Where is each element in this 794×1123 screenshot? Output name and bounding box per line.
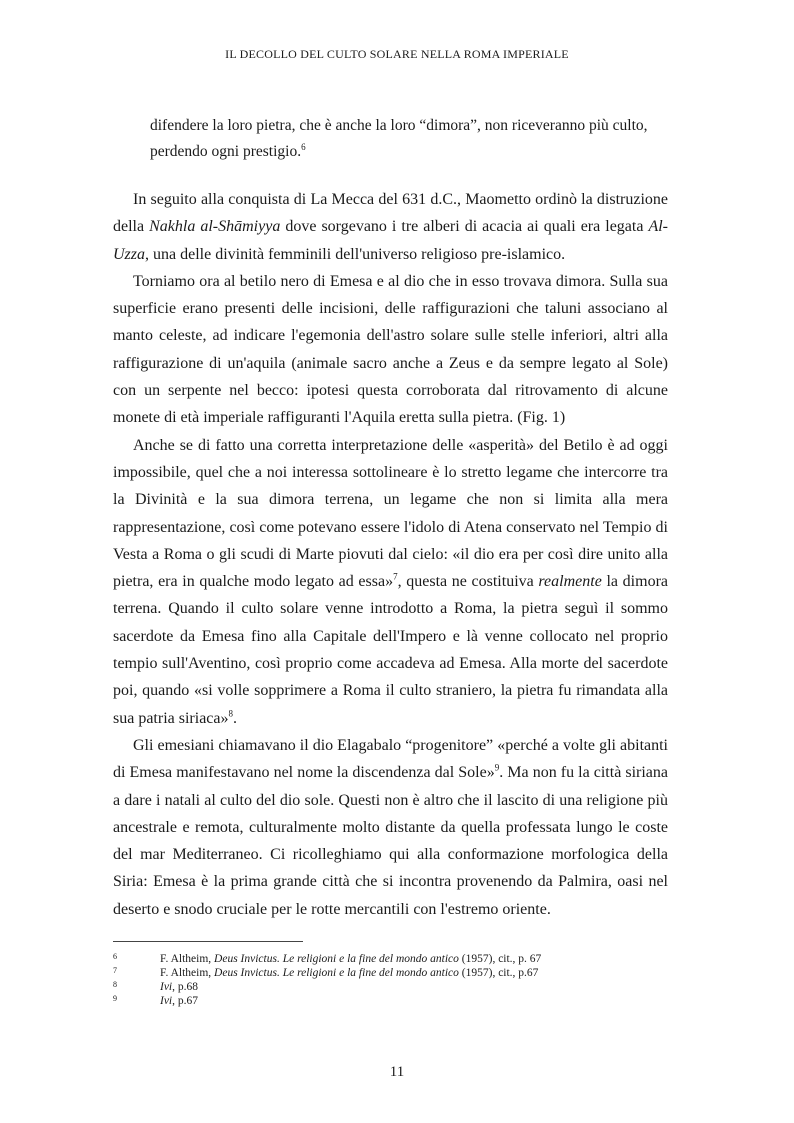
footnote-number: 8 bbox=[113, 980, 117, 989]
text: Anche se di fatto una corretta interpretazione delle «asperità» del Betilo è ad oggi impossibile, quel che a noi interessa sottolineare è lo stretto legame che intercorre tra la Divinità e la sua dimora terrena, un legame che non si limita alla mera rappresentazione, così come potevano essere l'idolo di Atena conservato nel Tempio di Vesta a Roma o gli scudi di Marte piovuti dal cielo: «il dio era per così dire unito alla pietra, era in qualche modo legato ad essa» bbox=[113, 436, 668, 591]
text: la dimora terrena. Quando il culto solare venne introdotto a Roma, la pietra seguì il sommo sacerdote da Emesa fino alla Capitale dell'Impero e là venne collocato nel proprio tempio sull'Aventino, così proprio come accadeva ad Emesa. Alla morte del sacerdote poi, quando «si volle sopprimere a Roma il culto straniero, la pietra fu rimandata alla sua patria siriaca» bbox=[113, 573, 669, 727]
paragraph bbox=[113, 432, 668, 732]
text: . Ma non fu la città siriana a dare i natali al culto del dio sole. Questi non è altro che il lascito di una religione più ancestrale e remota, culturalmente molto distante da quella professata lungo le coste del mar Mediterraneo. Ci ricolleghiamo qui alla conformazione morfologica della Siria: Emesa è la prima grande città che si incontra provenendo da Palmira, oasi nel deserto e snodo cruciale per le rotte mercantili con l'estremo oriente. bbox=[113, 764, 669, 918]
italic-text: Nakhla al-Shāmiyya bbox=[149, 218, 281, 236]
footnote-title: Ivi bbox=[160, 995, 173, 1007]
footnote-ref[interactable]: 7 bbox=[393, 571, 398, 582]
footnote-divider bbox=[113, 941, 303, 942]
footnote bbox=[113, 994, 668, 1008]
footnote-title: Deus Invictus. Le religioni e la fine del mondo antico bbox=[214, 967, 459, 979]
footnote-citation: (1957), cit., p.67 bbox=[458, 967, 539, 979]
block-quote bbox=[150, 113, 660, 165]
footnote bbox=[113, 966, 668, 980]
footnote-citation: , p.68 bbox=[172, 981, 199, 993]
page-number: 11 bbox=[389, 1064, 405, 1080]
footnote-citation: (1957), cit., p. 67 bbox=[458, 953, 542, 965]
quote-line bbox=[150, 139, 660, 165]
text: Gli emesiani chiamavano il dio Elagabalo “progenitore” «perché a volte gli abitanti di Emesa manifestavano nel nome la discendenza dal Sole» bbox=[113, 736, 668, 782]
italic-text: realmente bbox=[538, 573, 602, 591]
italic-text: Al-Uzza bbox=[113, 218, 668, 263]
footnote-ref[interactable]: 8 bbox=[228, 708, 233, 719]
text: , questa ne costituiva bbox=[397, 573, 539, 591]
footnote-title: Deus Invictus. Le religioni e la fine del mondo antico bbox=[214, 953, 459, 965]
footnote-citation: , p.67 bbox=[172, 995, 199, 1007]
text: , una delle divinità femminili dell'universo religioso pre-islamico. bbox=[145, 245, 566, 263]
footnote-author: F. Altheim, bbox=[160, 953, 215, 965]
footnote-number: 6 bbox=[113, 952, 117, 961]
body-text bbox=[113, 186, 668, 923]
running-head: IL DECOLLO DEL CULTO SOLARE NELLA ROMA IMPERIALE bbox=[225, 47, 569, 61]
paragraph bbox=[113, 186, 668, 268]
footnote-ref[interactable]: 9 bbox=[494, 762, 500, 773]
footnotes bbox=[113, 952, 668, 1008]
footnote-number: 7 bbox=[113, 966, 117, 975]
footnote-ref[interactable]: 6 bbox=[301, 141, 306, 152]
text: dove sorgevano i tre alberi di acacia ai quali era legata bbox=[280, 218, 649, 236]
footnote-author: F. Altheim, bbox=[160, 967, 215, 979]
text: . bbox=[233, 709, 237, 727]
footnote-number: 9 bbox=[113, 994, 117, 1003]
text: In seguito alla conquista di La Mecca del 631 d.C., Maometto ordinò la distruzione della bbox=[113, 191, 668, 236]
quote-line: difendere la loro pietra, che è anche la loro “dimora”, non riceveranno più culto, bbox=[150, 117, 648, 134]
footnote-title: Ivi bbox=[160, 981, 173, 993]
paragraph bbox=[113, 732, 668, 923]
paragraph: Torniamo ora al betilo nero di Emesa e al dio che in esso trovava dimora. Sulla sua superficie erano presenti delle incisioni, delle raffigurazioni che taluni associano al manto celeste, ad indicare l'egemonia dell'astro solare sulle stelle inferiori, altri alla raffigurazione di un'aquila (animale sacro anche a Zeus e da sempre legato al Sole) con un serpente nel becco: ipotesi questa corroborata dal ritrovamento di alcune monete di età imperiale raffiguranti l'Aquila eretta sulla pietra. (Fig. 1) bbox=[113, 272, 668, 427]
footnote bbox=[113, 952, 668, 966]
quote-text: perdendo ogni prestigio. bbox=[150, 143, 302, 160]
footnote bbox=[113, 980, 668, 994]
